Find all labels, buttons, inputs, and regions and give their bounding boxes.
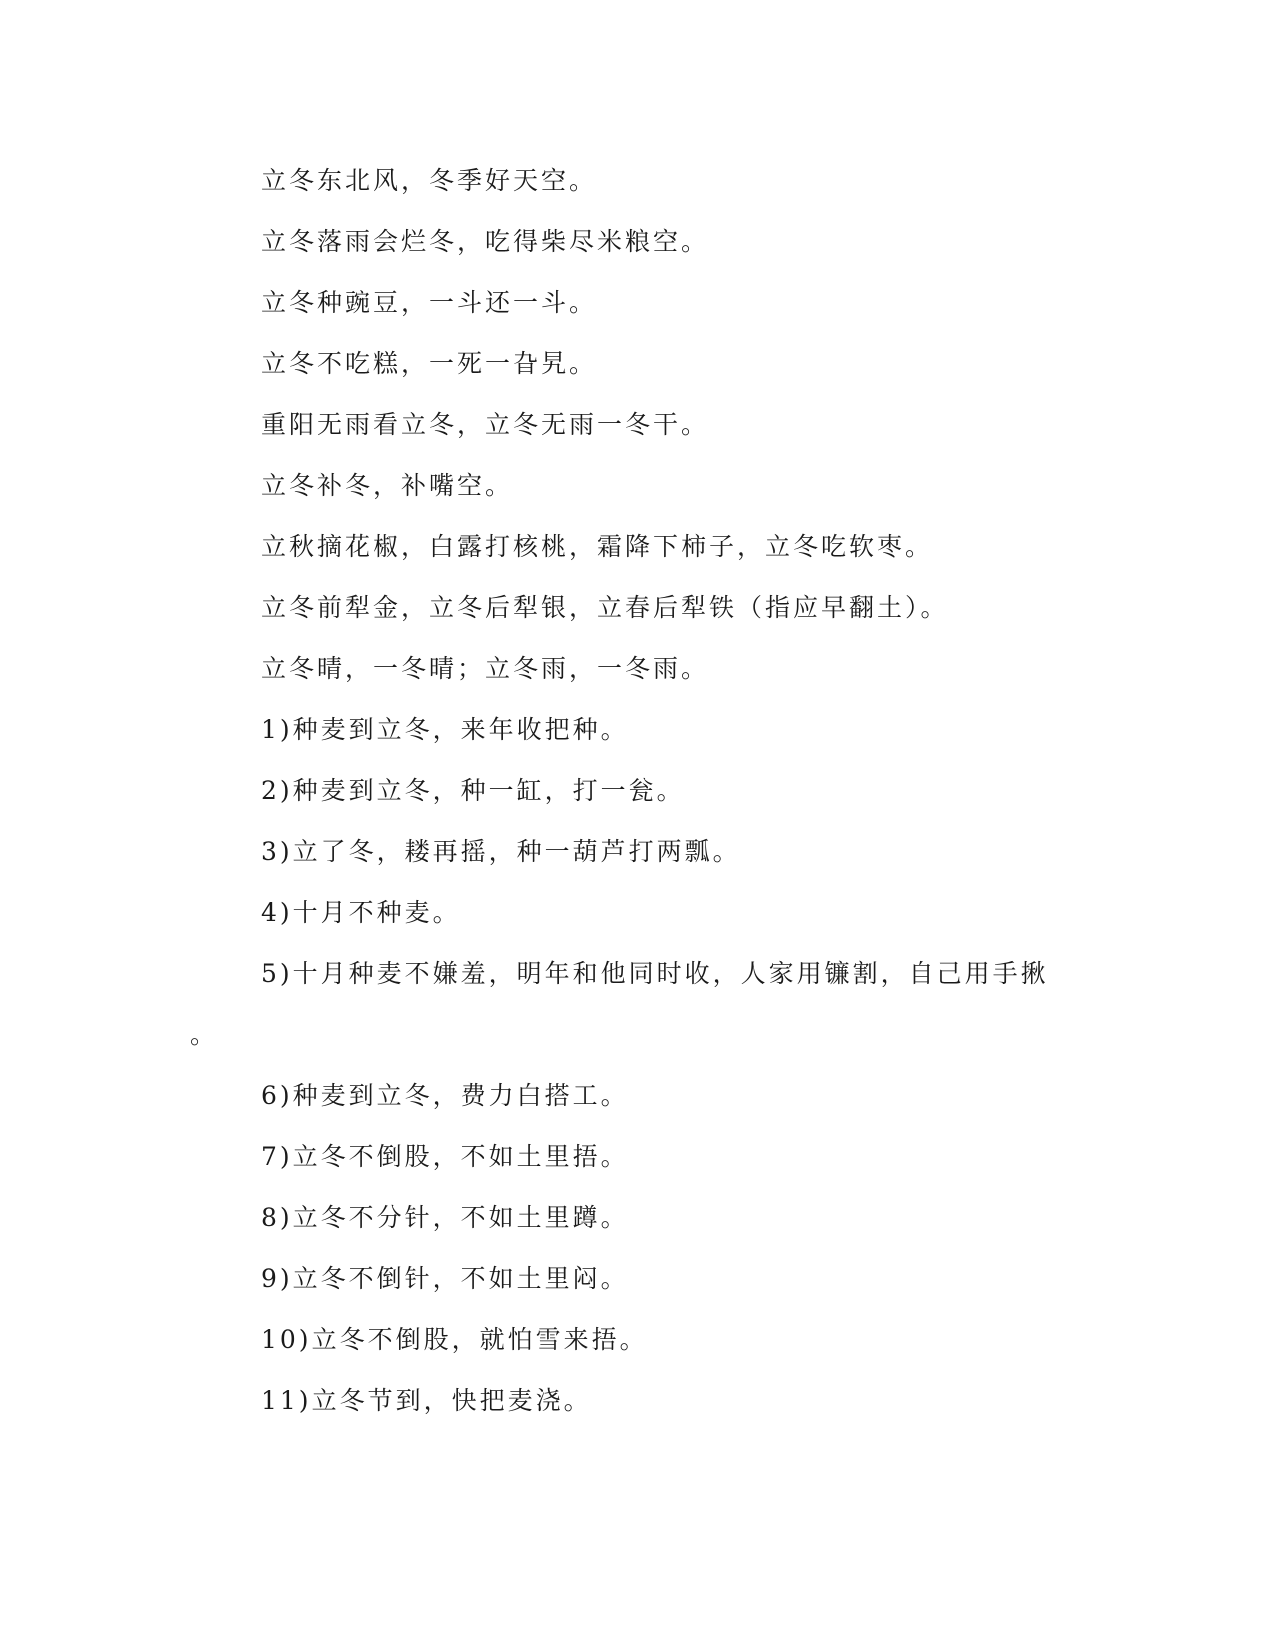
- proverb-line: 立冬补冬，补嘴空。: [261, 471, 514, 500]
- proverb-line: 立冬东北风，冬季好天空。: [261, 166, 598, 195]
- proverb-line: 8)立冬不分针，不如土里蹲。: [261, 1203, 629, 1232]
- proverb-line: 立冬不吃糕，一死一旮旯。: [261, 349, 598, 378]
- proverb-line: 立冬前犁金，立冬后犁银，立春后犁铁（指应早翻土）。: [261, 593, 949, 622]
- proverb-line: 立秋摘花椒，白露打核桃，霜降下柿子，立冬吃软枣。: [261, 532, 934, 561]
- proverb-line: 1)种麦到立冬，来年收把种。: [261, 715, 629, 744]
- proverb-line: 7)立冬不倒股，不如土里捂。: [261, 1142, 629, 1171]
- proverb-line: 10)立冬不倒股，就怕雪来捂。: [261, 1325, 648, 1354]
- proverb-list: [190, 162, 1090, 1443]
- proverb-line: 5)十月种麦不嫌羞，明年和他同时收，人家用镰割，自己用手揪: [261, 959, 1049, 988]
- proverb-line: 重阳无雨看立冬，立冬无雨一冬干。: [261, 410, 710, 439]
- proverb-line-continuation: 。: [190, 1020, 219, 1049]
- proverb-line: 2)种麦到立冬，种一缸，打一瓮。: [261, 776, 685, 805]
- proverb-line: 4)十月不种麦。: [261, 898, 461, 927]
- proverb-line: 9)立冬不倒针，不如土里闷。: [261, 1264, 629, 1293]
- proverb-line: 3)立了冬，耧再摇，种一葫芦打两瓢。: [261, 837, 741, 866]
- proverb-line: 11)立冬节到，快把麦浇。: [261, 1386, 592, 1415]
- proverb-line: 6)种麦到立冬，费力白搭工。: [261, 1081, 629, 1110]
- proverb-line: 立冬种豌豆，一斗还一斗。: [261, 288, 598, 317]
- proverb-line: 立冬晴，一冬晴；立冬雨，一冬雨。: [261, 654, 710, 683]
- proverb-line: 立冬落雨会烂冬，吃得柴尽米粮空。: [261, 227, 710, 256]
